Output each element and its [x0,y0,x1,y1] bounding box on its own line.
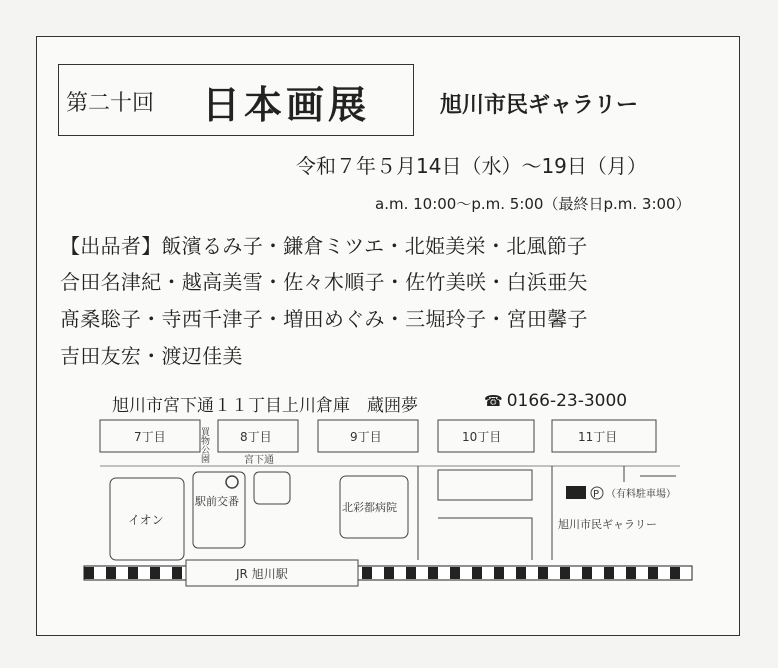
venue-address: 旭川市宮下通１１丁目上川倉庫 蔵囲夢 [112,396,418,416]
aeon-label: イオン [128,513,164,527]
gallery-roads [552,466,676,560]
block-8-label: 8丁目 [240,430,272,444]
street-label: 宮下通 [244,455,274,466]
station-label: JR 旭川駅 [236,567,288,581]
exhibition-dates: 令和７年５月14日（水）～19日（月） [296,154,647,178]
koban-label: 駅前交番 [195,495,239,508]
artists-line-2: 合田名津紀・越高美雪・佐々木順子・佐竹美咲・白浜亜矢 [60,270,588,294]
koban-icon [226,476,238,488]
artists-line-1: 【出品者】飯濱るみ子・鎌倉ミツエ・北姫美栄・北風節子 [60,234,588,258]
opening-hours: a.m. 10:00～p.m. 5:00（最終日p.m. 3:00） [375,195,691,213]
exhibition-title: 日本画展 [202,82,371,127]
telephone-icon: ☎ [484,392,503,410]
artists-line-4: 吉田友宏・渡辺佳美 [60,344,243,368]
block-9-label: 9丁目 [350,430,382,444]
block-10-label: 10丁目 [462,430,502,444]
gallery-map-label: 旭川市民ギャラリー [558,518,657,531]
small-block [254,472,290,504]
hospital-label: 北彩都病院 [342,501,397,514]
block-7-label: 7丁目 [134,430,166,444]
parking-label: （有料駐車場） [606,489,676,500]
lower-roads [418,466,532,560]
venue-name: 旭川市民ギャラリー [440,93,639,118]
gallery-marker-icon [566,486,586,499]
parking-symbol-label: P [593,489,600,500]
park-label: 買物公園 [199,427,209,463]
artists-line-3: 髙桑聡子・寺西千津子・増田めぐみ・三堀玲子・宮田馨子 [60,307,588,331]
edition-label: 第二十回 [66,91,155,116]
block-11-label: 11丁目 [578,430,618,444]
block-lower-10 [438,470,532,500]
phone-number: 0166-23-3000 [506,391,628,411]
